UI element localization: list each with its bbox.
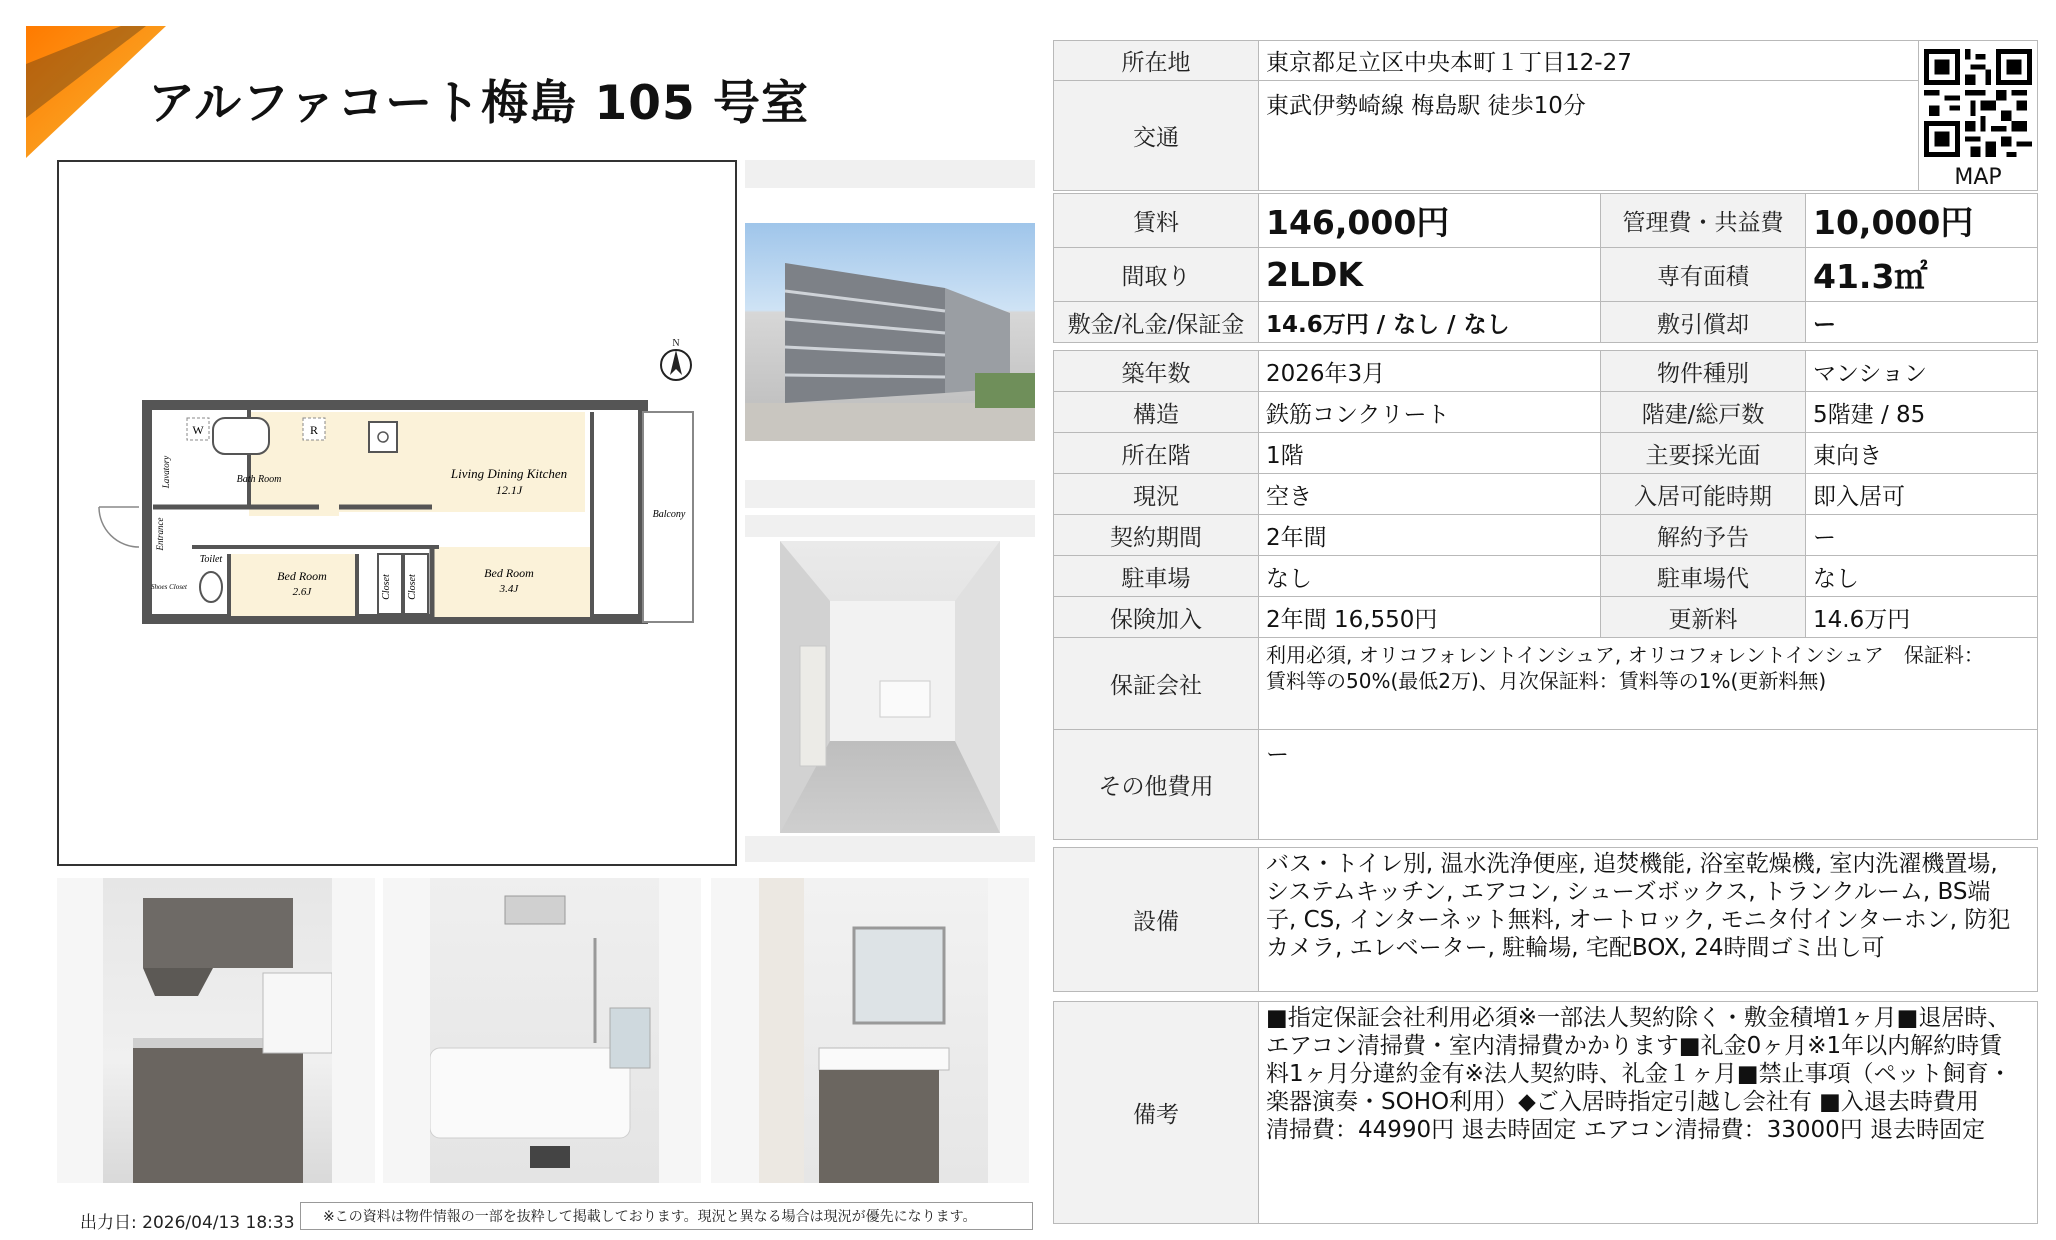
access-label: 交通: [1054, 81, 1259, 191]
area-label: 専有面積: [1601, 248, 1806, 302]
entrance-label: Entrance: [155, 517, 165, 551]
cancel-label: 解約予告: [1601, 515, 1806, 556]
remarks-line-2: エアコン清掃費・室内清掃費かかります■礼金0ヶ月※1年以内解約時賃: [1266, 1033, 2003, 1059]
kitchen-drawing: [103, 878, 332, 1183]
guarantor-table: [1053, 637, 2038, 840]
other-cost-label: その他費用: [1054, 730, 1259, 840]
rent-value: 146,000円: [1259, 194, 1601, 248]
kitchen-photo: [103, 878, 332, 1183]
building-photo: [745, 223, 1035, 441]
equipment-label: 設備: [1054, 848, 1259, 992]
equipment-value: [1259, 848, 2038, 992]
type-value: マンション: [1806, 351, 2038, 392]
shikibiki-value: ー: [1806, 302, 2038, 343]
movein-label: 入居可能時期: [1601, 474, 1806, 515]
output-date: 出力日: 2026/04/13 18:33: [80, 1213, 295, 1233]
closet2-label: Closet: [407, 574, 418, 600]
room-drawing: [780, 541, 1000, 833]
light-label: 主要採光面: [1601, 433, 1806, 474]
remarks-label: 備考: [1054, 1002, 1259, 1224]
remarks-line-4: 楽器演奏・SOHO利用）◆ご入居時指定引越し会社有 ■入退去時費用: [1266, 1089, 1979, 1115]
disclaimer-note: ※この資料は物件情報の一部を抜粋して掲載しております。現況と異なる場合は現況が優先になります。: [300, 1202, 1033, 1230]
light-value: 東向き: [1806, 433, 2038, 474]
balcony-label: Balcony: [652, 509, 686, 520]
photo-strip-top: [745, 160, 1035, 188]
toilet-label: Toilet: [199, 554, 223, 565]
lavatory-label: Lavatory: [161, 455, 171, 489]
washroom-photo: [759, 878, 988, 1183]
washer-label: W: [192, 423, 204, 437]
other-cost-value: ー: [1259, 730, 2038, 840]
built-value: 2026年3月: [1259, 351, 1601, 392]
floorplan-drawing: [59, 162, 735, 864]
bed2-size: 3.4J: [499, 583, 519, 595]
bathroom-photo: [430, 878, 659, 1183]
renewal-value: 14.6万円: [1806, 597, 2038, 638]
washroom-drawing: [759, 878, 988, 1183]
type-label: 物件種別: [1601, 351, 1806, 392]
layout-value: 2LDK: [1259, 248, 1601, 302]
movein-value: 即入居可: [1806, 474, 2038, 515]
details-table: [1053, 350, 2038, 638]
remarks-value: [1259, 1002, 2038, 1224]
access-value: 東武伊勢崎線 梅島駅 徒歩10分: [1259, 81, 1919, 191]
equipment-line-3: 子, CS, インターネット無料, オートロック, モニタ付インターホン, 防犯: [1266, 907, 2011, 933]
mgmt-fee-label: 管理費・共益費: [1601, 194, 1806, 248]
guarantor-line-1: 利用必須, オリコフォレントインシュア, オリコフォレントインシュア 保証料：: [1266, 643, 1984, 667]
floor-label: 所在階: [1054, 433, 1259, 474]
floor-value: 1階: [1259, 433, 1601, 474]
deposit-label: 敷金/礼金/保証金: [1054, 302, 1259, 343]
address-table: [1053, 40, 2038, 191]
guarantor-line-2: 賃料等の50%(最低2万)、月次保証料：賃料等の1%(更新料無): [1266, 669, 1827, 693]
qr-code-icon[interactable]: [1924, 49, 2032, 157]
equipment-line-2: システムキッチン, エアコン, シューズボックス, トランクルーム, BS端: [1266, 879, 1991, 905]
address-label: 所在地: [1054, 41, 1259, 81]
bed1-label: Bed Room: [277, 569, 327, 583]
parking-fee-value: なし: [1806, 556, 2038, 597]
insurance-value: 2年間 16,550円: [1259, 597, 1601, 638]
map-label: MAP: [1954, 165, 2002, 190]
parking-label: 駐車場: [1054, 556, 1259, 597]
remarks-line-5: 清掃費：44990円 退去時固定 エアコン清掃費：33000円 退去時固定: [1266, 1117, 1986, 1143]
parking-value: なし: [1259, 556, 1601, 597]
photo-strip-mid2: [745, 515, 1035, 537]
structure-value: 鉄筋コンクリート: [1259, 392, 1601, 433]
renewal-label: 更新料: [1601, 597, 1806, 638]
ldk-size: 12.1J: [495, 483, 523, 497]
structure-label: 構造: [1054, 392, 1259, 433]
equipment-table: [1053, 847, 2038, 992]
built-label: 築年数: [1054, 351, 1259, 392]
closet1-label: Closet: [381, 574, 392, 600]
cancel-value: ー: [1806, 515, 2038, 556]
photo-strip-mid1: [745, 480, 1035, 508]
page-title: アルファコート梅島 105 号室: [148, 76, 810, 131]
guarantor-label: 保証会社: [1054, 638, 1259, 730]
bath-label: Bath Room: [236, 474, 282, 485]
floors-label: 階建/総戸数: [1601, 392, 1806, 433]
north-label: N: [672, 338, 680, 349]
fridge-label: R: [309, 423, 319, 437]
ldk-label: Living Dining Kitchen: [450, 466, 568, 481]
area-value: 41.3㎡: [1806, 248, 2038, 302]
status-label: 現況: [1054, 474, 1259, 515]
building-drawing: [745, 223, 1035, 441]
status-value: 空き: [1259, 474, 1601, 515]
deposit-value: 14.6万円 / なし / なし: [1259, 302, 1601, 343]
shikibiki-label: 敷引償却: [1601, 302, 1806, 343]
floorplan: [57, 160, 737, 866]
remarks-table: [1053, 1001, 2038, 1224]
bed1-size: 2.6J: [292, 586, 312, 598]
map-qr[interactable]: [1919, 41, 2038, 191]
remarks-line-1: ■指定保証会社利用必須※一部法人契約除く・敷金積増1ヶ月■退居時、: [1266, 1005, 2011, 1031]
contract-value: 2年間: [1259, 515, 1601, 556]
parking-fee-label: 駐車場代: [1601, 556, 1806, 597]
corner-accent: [26, 26, 166, 158]
north-arrow-icon: [661, 338, 691, 380]
equipment-line-1: バス・トイレ別, 温水洗浄便座, 追焚機能, 浴室乾燥機, 室内洗濯機置場,: [1266, 851, 1998, 877]
shoes-closet-label: Shoes Closet: [151, 583, 187, 591]
floors-value: 5階建 / 85: [1806, 392, 2038, 433]
insurance-label: 保険加入: [1054, 597, 1259, 638]
address-value: 東京都足立区中央本町１丁目12-27: [1259, 41, 1919, 81]
mgmt-fee-value: 10,000円: [1806, 194, 2038, 248]
contract-label: 契約期間: [1054, 515, 1259, 556]
bathroom-drawing: [430, 878, 659, 1183]
equipment-line-4: カメラ, エレベーター, 駐輪場, 宅配BOX, 24時間ゴミ出し可: [1266, 935, 1885, 961]
layout-label: 間取り: [1054, 248, 1259, 302]
guarantor-value: [1259, 638, 2038, 730]
rent-table: [1053, 193, 2038, 343]
bed2-label: Bed Room: [484, 566, 534, 580]
rent-label: 賃料: [1054, 194, 1259, 248]
remarks-line-3: 料1ヶ月分違約金有※法人契約時、礼金１ヶ月■禁止事項（ペット飼育・: [1266, 1061, 2012, 1087]
room-photo: [780, 541, 1000, 833]
photo-strip-bottom: [745, 836, 1035, 862]
